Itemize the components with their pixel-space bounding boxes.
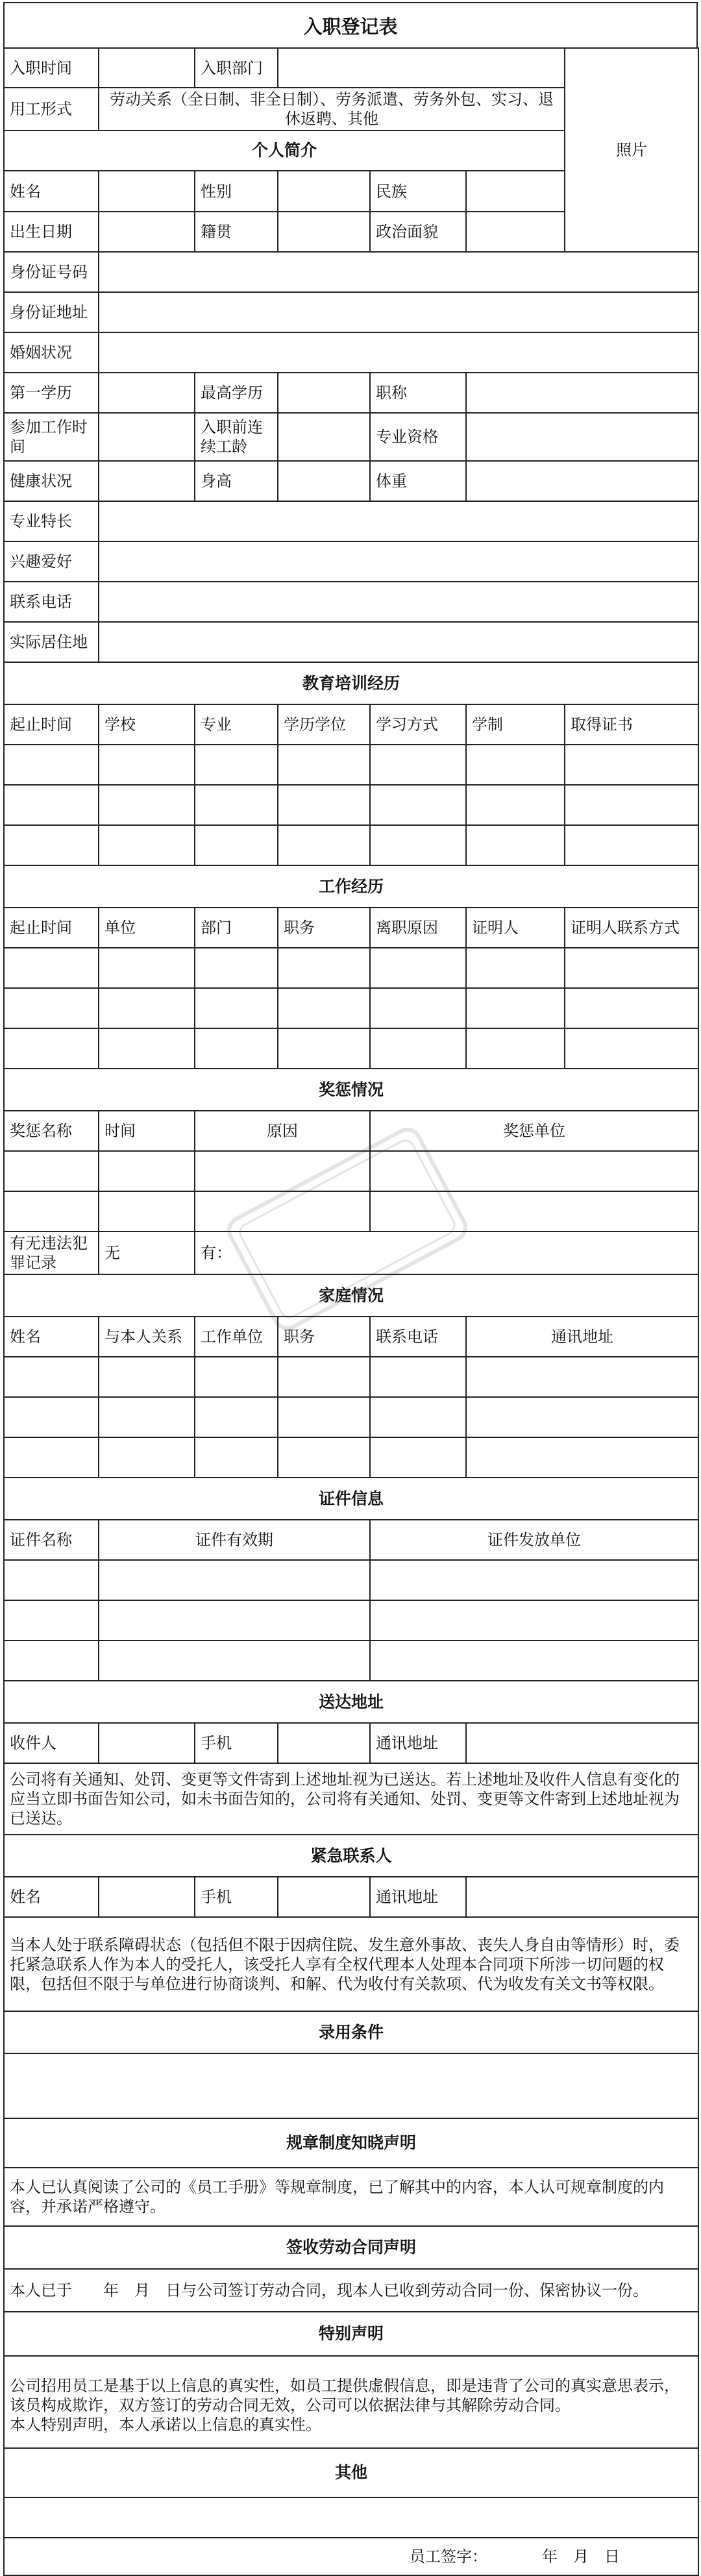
height-field[interactable] — [278, 461, 370, 501]
table-row — [4, 745, 698, 785]
recipient-label: 收件人 — [4, 1723, 99, 1763]
table-row — [4, 825, 698, 865]
table-row — [4, 1437, 698, 1478]
contract-text: 本人已于 年 月 日与公司签订劳动合同，现本人已收到劳动合同一份、保密协议一份。 — [4, 2269, 698, 2312]
rules-text: 本人已认真阅读了公司的《员工手册》等规章制度，已了解其中的内容，本人认可规章制度的内容，并承诺严格遵守。 — [4, 2168, 698, 2226]
first-edu-label: 第一学历 — [4, 373, 99, 413]
job-title-field[interactable] — [466, 373, 698, 413]
table-row — [4, 988, 698, 1028]
criminal-have-option[interactable]: 有： — [195, 1232, 698, 1274]
emergency-name-field[interactable] — [99, 1877, 195, 1917]
marital-field[interactable] — [99, 332, 698, 373]
delivery-address-field[interactable] — [466, 1723, 698, 1763]
work-start-label: 参加工作时间 — [4, 413, 99, 461]
emergency-note: 当本人处于联系障碍状态（包括但不限于因病住院、发生意外事故、丧失人身自由等情形）时，委托紧急联系人作为本人的受托人，该受托人享有全权代理本人处理本合同项下所涉一切问题的权限，包括但不限于与单位进行协商谈判、和解、代为收付有关款项、代为收发有关文书等权限。 — [4, 1917, 698, 2011]
special-text-2: 本人特别声明，本人承诺以上信息的真实性。 — [10, 2416, 321, 2434]
hobbies-field[interactable] — [99, 541, 698, 582]
table-row — [4, 1600, 698, 1641]
entry-dept-label: 入职部门 — [195, 48, 278, 88]
table-row — [4, 1357, 698, 1397]
prev-seniority-field[interactable] — [278, 413, 370, 461]
table-row — [4, 785, 698, 825]
work-col-dept: 部门 — [195, 908, 278, 948]
prev-seniority-label: 入职前连续工龄 — [195, 413, 278, 461]
id-number-label: 身份证号码 — [4, 252, 99, 292]
birth-label: 出生日期 — [4, 212, 99, 252]
height-label: 身高 — [195, 461, 278, 501]
section-work-header: 工作经历 — [4, 865, 698, 908]
cert-col-issuer: 证件发放单位 — [370, 1520, 698, 1560]
section-contract-header: 签收劳动合同声明 — [4, 2226, 698, 2269]
emergency-mobile-label: 手机 — [195, 1877, 278, 1917]
highest-edu-label: 最高学历 — [195, 373, 278, 413]
special-text-1: 公司招用员工是基于以上信息的真实性，如员工提供虚假信息，即是违背了公司的真实意思表示，该员构成欺诈，双方签订的劳动合同无效，公司可以依据法律与其解除劳动合同。 — [10, 2377, 680, 2414]
criminal-none-option[interactable]: 无 — [99, 1232, 195, 1274]
birth-field[interactable] — [99, 212, 195, 252]
phone-label: 联系电话 — [4, 582, 99, 622]
section-special-header: 特别声明 — [4, 2312, 698, 2356]
cert-col-validity: 证件有效期 — [99, 1520, 370, 1560]
other-field[interactable] — [4, 2497, 698, 2538]
qualification-field[interactable] — [466, 413, 698, 461]
id-address-field[interactable] — [99, 292, 698, 332]
family-col-position: 职务 — [278, 1317, 370, 1357]
name-label: 姓名 — [4, 171, 99, 212]
residence-label: 实际居住地 — [4, 622, 99, 662]
delivery-mobile-field[interactable] — [278, 1723, 370, 1763]
cert-col-name: 证件名称 — [4, 1520, 99, 1560]
politics-label: 政治面貌 — [370, 212, 466, 252]
work-col-company: 单位 — [99, 908, 195, 948]
table-row — [4, 1560, 698, 1600]
section-rules-header: 规章制度知晓声明 — [4, 2118, 698, 2168]
reward-col-time: 时间 — [99, 1111, 195, 1151]
family-col-relation: 与本人关系 — [99, 1317, 195, 1357]
reward-col-name: 奖惩名称 — [4, 1111, 99, 1151]
section-other-header: 其他 — [4, 2448, 698, 2497]
reward-col-unit: 奖惩单位 — [370, 1111, 698, 1151]
delivery-address-label: 通讯地址 — [370, 1723, 466, 1763]
edu-col-mode: 学习方式 — [370, 704, 466, 745]
table-row — [4, 948, 698, 988]
table-row — [4, 1191, 698, 1232]
employ-form-label: 用工形式 — [4, 88, 99, 130]
entry-time-label: 入职时间 — [4, 48, 99, 88]
hobbies-label: 兴趣爱好 — [4, 541, 99, 582]
ethnicity-label: 民族 — [370, 171, 466, 212]
section-hire-conditions-header: 录用条件 — [4, 2011, 698, 2053]
special-statement — [4, 2356, 698, 2448]
section-delivery-header: 送达地址 — [4, 1681, 698, 1723]
page-title: 入职登记表 — [3, 2, 698, 47]
highest-edu-field[interactable] — [278, 373, 370, 413]
delivery-mobile-label: 手机 — [195, 1723, 278, 1763]
emergency-address-field[interactable] — [466, 1877, 698, 1917]
work-col-referee: 证明人 — [466, 908, 565, 948]
photo-box[interactable]: 照片 — [565, 48, 698, 252]
family-col-name: 姓名 — [4, 1317, 99, 1357]
family-col-address: 通讯地址 — [466, 1317, 698, 1357]
native-place-label: 籍贯 — [195, 212, 278, 252]
family-col-phone: 联系电话 — [370, 1317, 466, 1357]
form-table — [3, 47, 699, 2576]
criminal-record-label: 有无违法犯罪记录 — [4, 1232, 99, 1274]
employee-signature[interactable]: 员工签字： 年 月 日 — [4, 2538, 698, 2575]
entry-dept-field[interactable] — [278, 48, 565, 88]
delivery-note: 公司将有关通知、处罚、变更等文件寄到上述地址视为已送达。若上述地址及收件人信息有变化的应当立即书面告知公司，如未书面告知的，公司将有关通知、处罚、变更等文件寄到上述地址视为已送达。 — [4, 1763, 698, 1835]
marital-label: 婚姻状况 — [4, 332, 99, 373]
politics-field[interactable] — [466, 212, 565, 252]
section-rewards-header: 奖惩情况 — [4, 1069, 698, 1111]
section-emergency-header: 紧急联系人 — [4, 1835, 698, 1877]
id-number-field[interactable] — [99, 252, 698, 292]
health-field[interactable] — [99, 461, 195, 501]
weight-field[interactable] — [466, 461, 698, 501]
hire-conditions-field[interactable] — [4, 2053, 698, 2118]
job-title-label: 职称 — [370, 373, 466, 413]
specialty-field[interactable] — [99, 501, 698, 541]
registration-form — [3, 2, 698, 2576]
employ-form-options: 劳动关系（全日制、非全日制）、劳务派遣、劳务外包、实习、退休返聘、其他 — [99, 88, 565, 130]
ethnicity-field[interactable] — [466, 171, 565, 212]
health-label: 健康状况 — [4, 461, 99, 501]
reward-col-reason: 原因 — [195, 1111, 370, 1151]
family-col-employer: 工作单位 — [195, 1317, 278, 1357]
section-family-header: 家庭情况 — [4, 1274, 698, 1317]
table-row — [4, 1397, 698, 1437]
section-education-header: 教育培训经历 — [4, 662, 698, 704]
edu-col-length: 学制 — [466, 704, 565, 745]
work-col-reason: 离职原因 — [370, 908, 466, 948]
section-personal-header: 个人简介 — [4, 130, 565, 171]
edu-col-major: 专业 — [195, 704, 278, 745]
weight-label: 体重 — [370, 461, 466, 501]
work-col-position: 职务 — [278, 908, 370, 948]
edu-col-degree: 学历学位 — [278, 704, 370, 745]
gender-field[interactable] — [278, 171, 370, 212]
table-row — [4, 1641, 698, 1681]
specialty-label: 专业特长 — [4, 501, 99, 541]
work-col-referee-contact: 证明人联系方式 — [565, 908, 698, 948]
edu-col-certificate: 取得证书 — [565, 704, 698, 745]
section-certs-header: 证件信息 — [4, 1478, 698, 1520]
name-field[interactable] — [99, 171, 195, 212]
table-row — [4, 1151, 698, 1191]
table-row — [4, 1028, 698, 1069]
emergency-mobile-field[interactable] — [278, 1877, 370, 1917]
entry-time-field[interactable] — [99, 48, 195, 88]
work-start-field[interactable] — [99, 413, 195, 461]
edu-col-period: 起止时间 — [4, 704, 99, 745]
recipient-field[interactable] — [99, 1723, 195, 1763]
emergency-name-label: 姓名 — [4, 1877, 99, 1917]
first-edu-field[interactable] — [99, 373, 195, 413]
emergency-address-label: 通讯地址 — [370, 1877, 466, 1917]
id-address-label: 身份证地址 — [4, 292, 99, 332]
residence-field[interactable] — [99, 622, 698, 662]
native-place-field[interactable] — [278, 212, 370, 252]
gender-label: 性别 — [195, 171, 278, 212]
work-col-period: 起止时间 — [4, 908, 99, 948]
qualification-label: 专业资格 — [370, 413, 466, 461]
phone-field[interactable] — [99, 582, 698, 622]
edu-col-school: 学校 — [99, 704, 195, 745]
